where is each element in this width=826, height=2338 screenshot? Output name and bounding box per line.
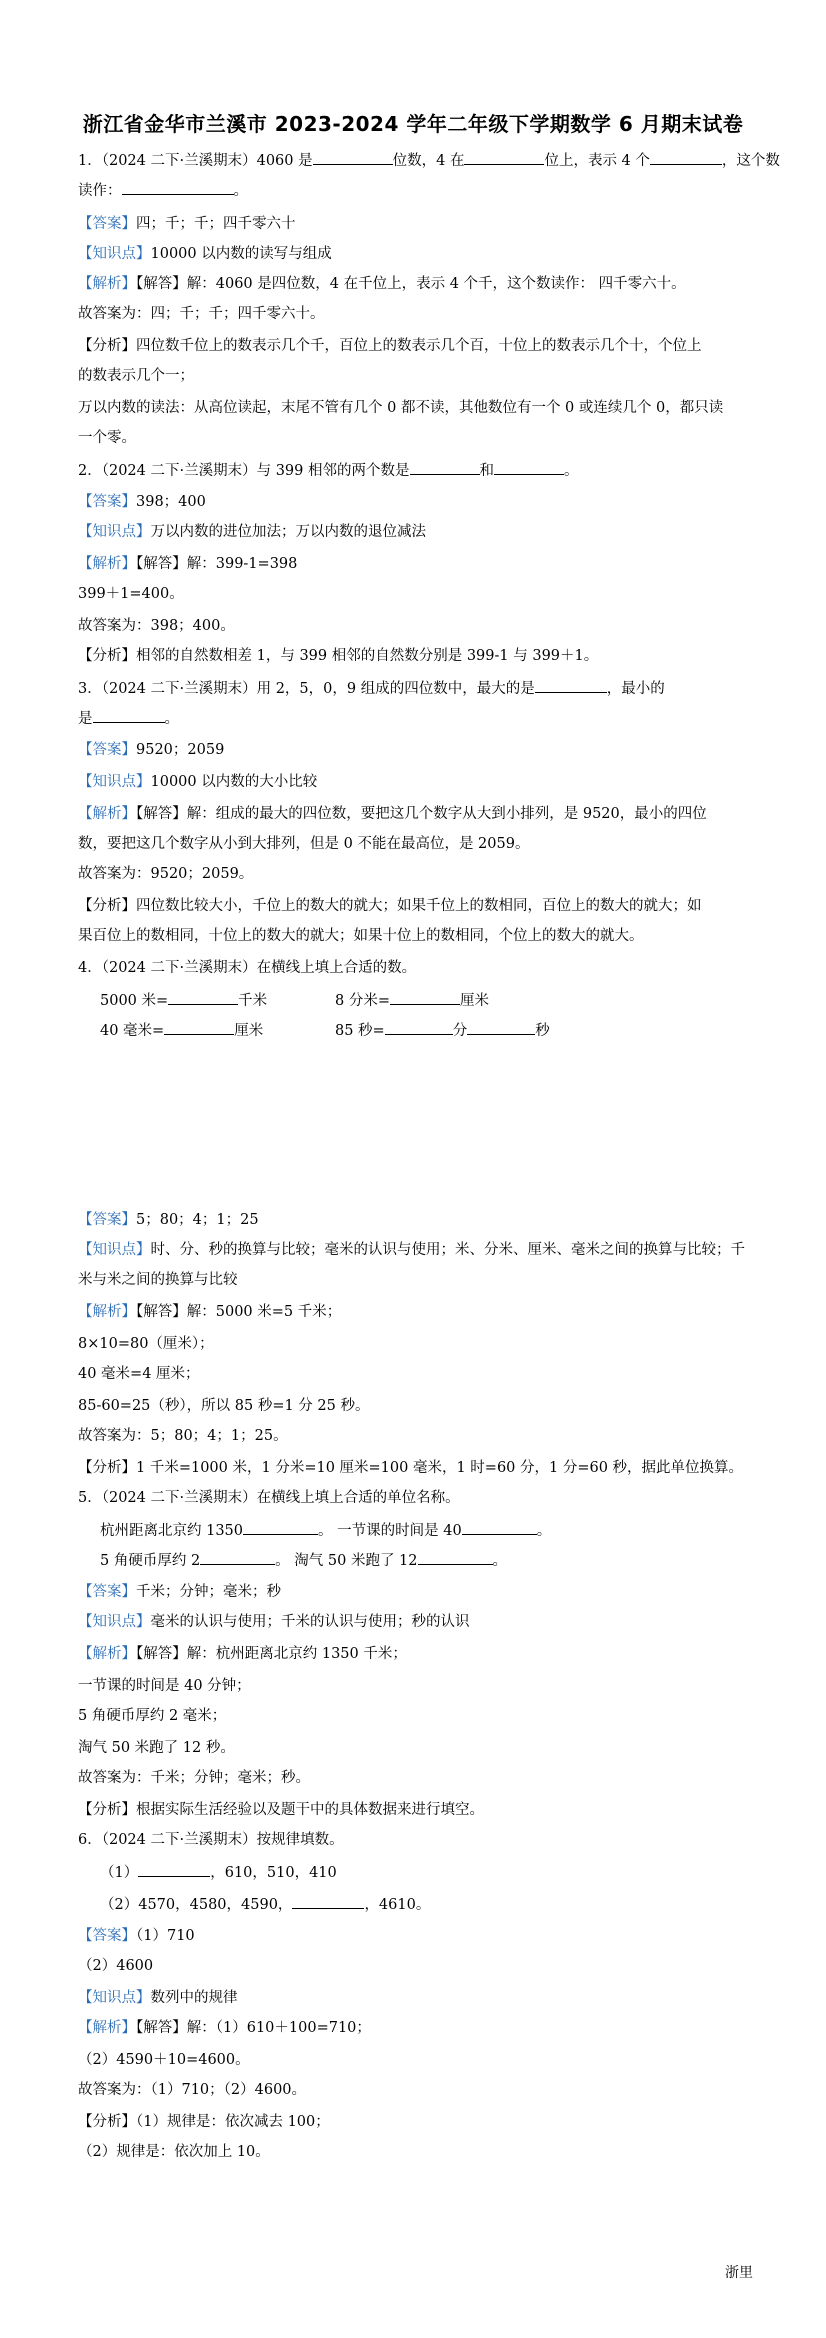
q5-solve-4: 淘气 50 米跑了 12 秒。 <box>78 1740 235 1756</box>
q1-text-e: 读作： <box>78 183 122 199</box>
q3-solve-1 <box>78 804 707 824</box>
q1-blank-3[interactable] <box>650 150 722 165</box>
q1-stem <box>78 150 780 171</box>
q3-stem <box>78 678 665 699</box>
q6-row-2 <box>100 1894 430 1915</box>
q4-solve-5: 故答案为：5；80；4；1；25。 <box>78 1428 288 1444</box>
q2-review-1 <box>78 646 598 666</box>
q4-r2-text-d: 分 <box>452 1023 468 1039</box>
q2-knowledge <box>78 522 426 542</box>
q4-r1-text-a: 5000 米= <box>100 993 169 1009</box>
q2-text-a: 2．（2024 二下·兰溪期末）与 399 相邻的两个数是 <box>78 463 410 479</box>
analysis-tag: 【解析】 <box>78 2020 136 2036</box>
q1-knowledge-text: 10000 以内数的读写与组成 <box>150 246 332 262</box>
answer-tag: 【答案】 <box>78 216 136 232</box>
q2-solve-2: 399＋1=400。 <box>78 586 184 602</box>
q5-blank-1[interactable] <box>243 1520 318 1535</box>
q3-blank-2[interactable] <box>93 708 165 723</box>
q1-review-4: 一个零。 <box>78 430 136 446</box>
q5-r1-text-c: 。 <box>536 1523 552 1539</box>
analysis-tag: 【解析】 <box>78 276 136 292</box>
q2-solve-1 <box>78 554 297 574</box>
q6-solve-3: 故答案为：（1）710；（2）4600。 <box>78 2082 307 2098</box>
q6-knowledge-text: 数列中的规律 <box>150 1990 238 2006</box>
q5-stem: 5．（2024 二下·兰溪期末）在横线上填上合适的单位名称。 <box>78 1490 460 1506</box>
q3-answer <box>78 740 224 760</box>
q4-answer <box>78 1210 259 1230</box>
q3-stem-2 <box>78 708 179 729</box>
q3-solve-2: 数，要把这几个数字从小到大排列，但是 0 不能在最高位，是 2059。 <box>78 836 530 852</box>
q6-knowledge <box>78 1988 238 2008</box>
q4-row-1-right <box>335 990 489 1011</box>
analysis-tag: 【解析】 <box>78 556 136 572</box>
q6-solve-text-1: 【解答】解：（1）610＋100=710； <box>136 2020 371 2036</box>
q4-review-1 <box>78 1458 743 1478</box>
q2-text-c: 。 <box>564 463 579 479</box>
knowledge-tag: 【知识点】 <box>78 246 151 262</box>
q5-blank-2[interactable] <box>462 1520 537 1535</box>
answer-tag: 【答案】 <box>78 494 136 510</box>
q5-solve-1 <box>78 1644 407 1664</box>
q5-r2-text-a: 5 角硬币厚约 2 <box>100 1553 201 1569</box>
q4-row-2-right <box>335 1020 550 1041</box>
q5-r2-text-b: 。 淘气 50 米跑了 12 <box>275 1553 418 1569</box>
q2-answer-text: 398；400 <box>136 494 206 510</box>
q6-review-1 <box>78 2112 330 2132</box>
q6-solve-1 <box>78 2018 371 2038</box>
q6-answer-2: （2）4600 <box>78 1958 154 1974</box>
q3-solve-text-1: 【解答】解：组成的最大的四位数，要把这几个数字从大到小排列，是 9520，最小的四位 <box>136 806 707 822</box>
review-tag: 【分析】 <box>78 648 136 664</box>
q4-r2-text-a: 40 毫米= <box>100 1023 165 1039</box>
q4-knowledge-text-1: 时、分、秒的换算与比较；毫米的认识与使用；米、分米、厘米、毫米之间的换算与比较；千 <box>150 1242 745 1258</box>
q5-answer <box>78 1582 281 1602</box>
q1-blank-1[interactable] <box>313 150 393 165</box>
q4-blank-1[interactable] <box>168 990 238 1005</box>
q2-blank-2[interactable] <box>494 460 564 475</box>
q4-row-1 <box>100 990 267 1011</box>
q5-row-2 <box>100 1550 507 1571</box>
q3-solve-3: 故答案为：9520；2059。 <box>78 866 254 882</box>
q6-row-1 <box>100 1862 337 1883</box>
q6-solve-2: （2）4590＋10=4600。 <box>78 2052 250 2068</box>
q5-blank-3[interactable] <box>200 1550 275 1565</box>
knowledge-tag: 【知识点】 <box>78 774 151 790</box>
q4-answer-text: 5；80；4；1；25 <box>136 1212 259 1228</box>
q1-text-a: 1．（2024 二下·兰溪期末）4060 是 <box>78 153 313 169</box>
q3-text-c: 是 <box>78 711 93 727</box>
q2-solve-text-1: 【解答】解：399-1=398 <box>136 556 298 572</box>
answer-tag: 【答案】 <box>78 1212 136 1228</box>
q6-answer-1 <box>78 1926 195 1946</box>
q4-blank-2[interactable] <box>390 990 460 1005</box>
q1-blank-4[interactable] <box>122 180 234 195</box>
q4-review-text-1: 1 千米=1000 米，1 分米=10 厘米=100 毫米，1 时=60 分，1 分=60 秒，据此单位换算。 <box>136 1460 744 1476</box>
q5-review-text-1: 根据实际生活经验以及题干中的具体数据来进行填空。 <box>136 1802 484 1818</box>
q3-text-b: ，最小的 <box>606 681 665 697</box>
analysis-tag: 【解析】 <box>78 806 136 822</box>
q5-solve-5: 故答案为：千米；分钟；毫米；秒。 <box>78 1770 310 1786</box>
q1-text-b: 位数，4 在 <box>392 153 465 169</box>
q4-r1-text-d: 厘米 <box>459 993 489 1009</box>
review-tag: 【分析】 <box>78 338 136 354</box>
q2-text-b: 和 <box>479 463 494 479</box>
q4-stem: 4．（2024 二下·兰溪期末）在横线上填上合适的数。 <box>78 960 417 976</box>
q4-solve-4: 85-60=25（秒），所以 85 秒=1 分 25 秒。 <box>78 1398 370 1414</box>
page-title: 浙江省金华市兰溪市 2023-2024 学年二年级下学期数学 6 月期末试卷 <box>82 112 744 136</box>
q2-solve-3: 故答案为：398；400。 <box>78 618 235 634</box>
q6-answer-text-1: （1）710 <box>136 1928 195 1944</box>
q1-text-d: ，这个数 <box>721 153 780 169</box>
q6-blank-2[interactable] <box>292 1894 364 1909</box>
q4-knowledge-2: 米与米之间的换算与比较 <box>78 1272 238 1288</box>
q6-r2-text-a: （2）4570，4580，4590， <box>100 1897 293 1913</box>
q5-review-1 <box>78 1800 484 1820</box>
answer-tag: 【答案】 <box>78 1928 136 1944</box>
q4-blank-5[interactable] <box>467 1020 535 1035</box>
q2-knowledge-text: 万以内数的进位加法；万以内数的退位减法 <box>150 524 426 540</box>
q4-r2-text-b: 厘米 <box>234 1023 264 1039</box>
q4-blank-3[interactable] <box>164 1020 234 1035</box>
review-tag: 【分析】 <box>78 1802 136 1818</box>
review-tag: 【分析】 <box>78 2114 136 2130</box>
q3-text-d: 。 <box>164 711 179 727</box>
page-footer: 浙里 <box>725 2265 753 2281</box>
q3-text-a: 3．（2024 二下·兰溪期末）用 2，5，0，9 组成的四位数中，最大的是 <box>78 681 535 697</box>
q1-solve-1 <box>78 274 686 294</box>
q2-answer <box>78 492 206 512</box>
analysis-tag: 【解析】 <box>78 1304 136 1320</box>
q1-review-3: 万以内数的读法：从高位读起，末尾不管有几个 0 都不读，其他数位有一个 0 或连续几个 0，都只读 <box>78 400 724 416</box>
knowledge-tag: 【知识点】 <box>78 1614 151 1630</box>
answer-tag: 【答案】 <box>78 1584 136 1600</box>
q3-review-1 <box>78 896 702 916</box>
review-tag: 【分析】 <box>78 898 136 914</box>
q2-review-text-1: 相邻的自然数相差 1，与 399 相邻的自然数分别是 399-1 与 399＋1。 <box>136 648 599 664</box>
q5-solve-2: 一节课的时间是 40 分钟； <box>78 1678 251 1694</box>
q5-answer-text: 千米；分钟；毫米；秒 <box>136 1584 281 1600</box>
q4-r1-text-c: 8 分米= <box>335 993 390 1009</box>
q1-review-2: 的数表示几个一； <box>78 368 194 384</box>
q3-answer-text: 9520；2059 <box>136 742 225 758</box>
q5-row-1 <box>100 1520 551 1541</box>
q3-review-2: 果百位上的数相同，十位上的数大的就大；如果十位上的数相同，个位上的数大的就大。 <box>78 928 644 944</box>
q4-r2-text-e: 秒 <box>535 1023 550 1039</box>
q6-blank-1[interactable] <box>138 1862 210 1877</box>
q1-answer <box>78 214 296 234</box>
q1-review-text-1: 四位数千位上的数表示几个千，百位上的数表示几个百，十位上的数表示几个十，个位上 <box>136 338 702 354</box>
q6-r2-text-b: ，4610。 <box>364 1897 431 1913</box>
q1-solve-2: 故答案为：四；千；千；四千零六十。 <box>78 306 325 322</box>
q3-knowledge-text: 10000 以内数的大小比较 <box>150 774 318 790</box>
q1-solve-text-1: 【解答】解：4060 是四位数，4 在千位上，表示 4 个千，这个数读作： 四千零六十。 <box>136 276 686 292</box>
q4-solve-text-1: 【解答】解：5000 米=5 千米； <box>136 1304 342 1320</box>
q2-stem <box>78 460 579 481</box>
q3-knowledge <box>78 772 317 792</box>
q6-r1-text-b: ，610，510，410 <box>210 1865 337 1881</box>
q1-text-f: 。 <box>233 183 248 199</box>
q6-r1-text-a: （1） <box>100 1865 139 1881</box>
q3-blank-1[interactable] <box>535 678 607 693</box>
q4-r2-text-c: 85 秒= <box>335 1023 385 1039</box>
knowledge-tag: 【知识点】 <box>78 1242 151 1258</box>
q1-blank-2[interactable] <box>464 150 544 165</box>
q1-knowledge <box>78 244 332 264</box>
review-tag: 【分析】 <box>78 1460 136 1476</box>
knowledge-tag: 【知识点】 <box>78 524 151 540</box>
q1-review-1 <box>78 336 702 356</box>
q5-r1-text-a: 杭州距离北京约 1350 <box>100 1523 244 1539</box>
q6-review-text-1: （1）规律是：依次减去 100； <box>136 2114 330 2130</box>
q5-r2-text-c: 。 <box>492 1553 508 1569</box>
q4-r1-text-b: 千米 <box>238 993 268 1009</box>
q4-solve-1 <box>78 1302 341 1322</box>
q1-answer-text: 四；千；千；四千零六十 <box>136 216 296 232</box>
q3-review-text-1: 四位数比较大小，千位上的数大的就大；如果千位上的数相同，百位上的数大的就大；如 <box>136 898 702 914</box>
q4-row-2 <box>100 1020 263 1041</box>
q6-stem: 6．（2024 二下·兰溪期末）按规律填数。 <box>78 1832 344 1848</box>
q5-solve-text-1: 【解答】解：杭州距离北京约 1350 千米； <box>136 1646 407 1662</box>
q5-blank-4[interactable] <box>418 1550 493 1565</box>
q4-solve-2: 8×10=80（厘米）； <box>78 1336 214 1352</box>
q5-knowledge <box>78 1612 470 1632</box>
analysis-tag: 【解析】 <box>78 1646 136 1662</box>
knowledge-tag: 【知识点】 <box>78 1990 151 2006</box>
q5-knowledge-text: 毫米的认识与使用；千米的认识与使用；秒的认识 <box>150 1614 470 1630</box>
q6-review-2: （2）规律是：依次加上 10。 <box>78 2144 270 2160</box>
q4-knowledge-1 <box>78 1240 745 1260</box>
answer-tag: 【答案】 <box>78 742 136 758</box>
q2-blank-1[interactable] <box>410 460 480 475</box>
q1-text-c: 位上，表示 4 个 <box>544 153 650 169</box>
q5-solve-3: 5 角硬币厚约 2 毫米； <box>78 1708 227 1724</box>
q4-solve-3: 40 毫米=4 厘米； <box>78 1366 200 1382</box>
q4-blank-4[interactable] <box>385 1020 453 1035</box>
q5-r1-text-b: 。 一节课的时间是 40 <box>318 1523 462 1539</box>
q1-stem-2 <box>78 180 248 201</box>
